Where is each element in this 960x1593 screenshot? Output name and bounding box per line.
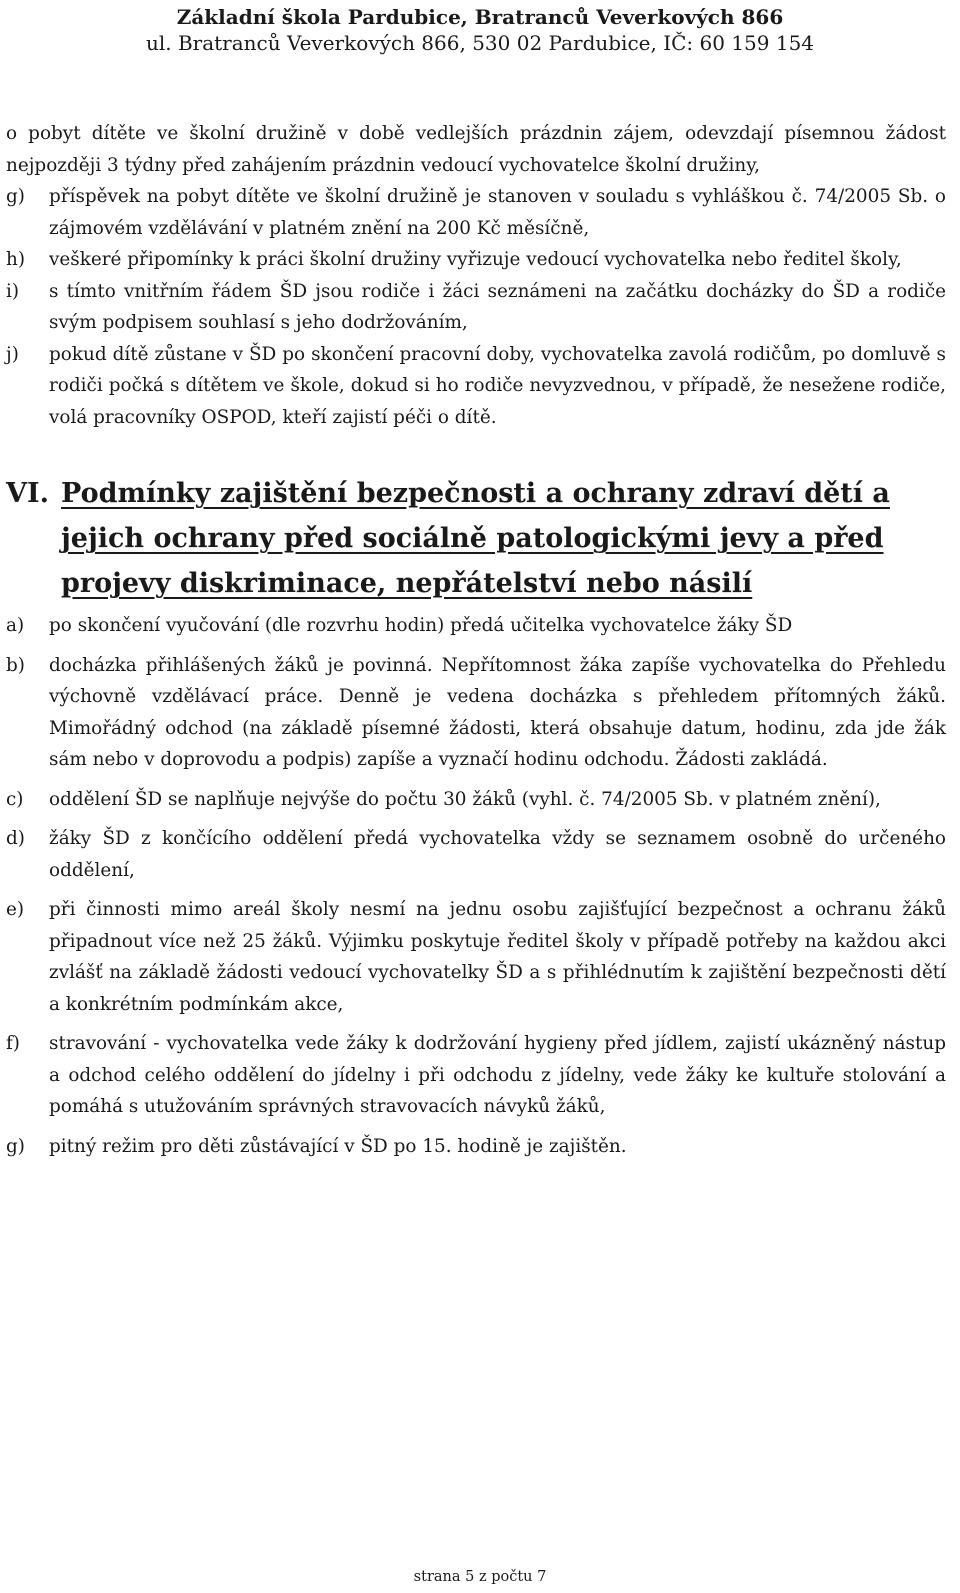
list-item-label: d) [6, 828, 25, 849]
section-item-b [6, 650, 946, 776]
school-address: ul. Bratranců Veverkových 866, 530 02 Pardubice, IČ: 60 159 154 [145, 31, 815, 55]
list-item-label: c) [6, 788, 24, 810]
section-heading [6, 471, 946, 606]
section-item-e [6, 894, 946, 1020]
list-item-text: veškeré připomínky k práci školní družiny vyřizuje vedoucí vychovatelka nebo ředitel školy, [49, 249, 902, 270]
list-item-i [6, 276, 946, 339]
list-item-text: stravování - vychovatelka vede žáky k dodržování hygieny před jídlem, zajistí ukázněný nástup a odchod celého oddělení do jídelny i při odchodu z jídelny, vede žáky ke kultuře stolování a pomáhá s utužováním správných stravovacích návyků žáků, [49, 1033, 946, 1117]
continuation-paragraph: o pobyt dítěte ve školní družině v době vedlejších prázdnin zájem, odevzdají písemnou žádost nejpozději 3 týdny před zahájením prázdnin vedoucí vychovatelce školní družiny, [6, 123, 946, 176]
list-item-label: a) [6, 615, 25, 636]
list-item-g [6, 181, 946, 244]
list-item-text: při činnosti mimo areál školy nesmí na jednu osobu zajišťující bezpečnost a ochranu žáků připadnout více než 25 žáků. Výjimku poskytuje ředitel školy v případě potřeby na každou akci zvlášť na základě žádosti vedoucí vychovatelky ŠD a s přihlédnutím k zajištění bezpečnosti dětí a konkrétním podmínkám akce, [49, 899, 946, 1015]
section-title: Podmínky zajištění bezpečnosti a ochrany zdraví dětí a jejich ochrany před sociálně patologickými jevy a před projevy diskriminace, nepřátelství nebo násilí [61, 478, 890, 599]
section-item-f [6, 1028, 946, 1123]
list-item-j [6, 339, 946, 434]
section-item-g [6, 1131, 946, 1163]
section-item-a [6, 610, 946, 642]
page-header [0, 0, 960, 56]
list-item-text: žáky ŠD z končícího oddělení předá vychovatelka vždy se seznamem osobně do určeného oddělení, [49, 828, 946, 881]
list-item-text: po skončení vyučování (dle rozvrhu hodin) předá učitelka vychovatelce žáky ŠD [49, 615, 793, 636]
list-item-text: pitný režim pro děti zůstávající v ŠD po 15. hodině je zajištěn. [49, 1135, 627, 1157]
list-item-label: g) [6, 1135, 25, 1157]
list-item-label: j) [6, 343, 19, 365]
list-item-text: oddělení ŠD se naplňuje nejvýše do počtu 30 žáků (vyhl. č. 74/2005 Sb. v platném znění), [49, 788, 881, 810]
list-item-text: docházka přihlášených žáků je povinná. Nepřítomnost žáka zapíše vychovatelka do Přehledu výchovně vzdělávací práce. Denně je vedena docházka s přehledem přítomných žáků. Mimořádný odchod (na základě písemné žádosti, která obsahuje datum, hodinu, zda jde žák sám nebo v doprovodu a podpis) zapíše a vyznačí hodinu odchodu. Žádosti zakládá. [49, 654, 946, 770]
list-item-label: b) [6, 654, 25, 676]
list-item-label: h) [6, 249, 26, 270]
section-item-d [6, 823, 946, 886]
list-item-h [6, 244, 946, 276]
document-body [6, 118, 946, 1170]
section-list [6, 610, 946, 1162]
page-number: strana 5 z počtu 7 [413, 1569, 547, 1585]
list-item-label: g) [6, 186, 25, 207]
list-item-label: f) [6, 1033, 20, 1054]
school-name: Základní škola Pardubice, Bratranců Veverkových 866 [176, 5, 784, 29]
list-item-label: i) [6, 280, 20, 302]
list-item-label: e) [6, 899, 25, 920]
list-item-text: s tímto vnitřním řádem ŠD jsou rodiče i žáci seznámeni na začátku docházky do ŠD a rodiče svým podpisem souhlasí s jeho dodržováním, [49, 280, 946, 333]
list-item-text: příspěvek na pobyt dítěte ve školní družině je stanoven v souladu s vyhláškou č. 74/2005 Sb. o zájmovém vzdělávání v platném znění na 200 Kč měsíčně, [49, 186, 946, 239]
section-number: VI. [6, 478, 49, 509]
list-item-text: pokud dítě zůstane v ŠD po skončení pracovní doby, vychovatelka zavolá rodičům, po domluvě s rodiči počká s dítětem ve škole, dokud si ho rodiče nevyzvednou, v případě, že nesežene rodiče, volá pracovníky OSPOD, kteří zajistí péči o dítě. [49, 343, 946, 428]
section-item-c [6, 784, 946, 816]
